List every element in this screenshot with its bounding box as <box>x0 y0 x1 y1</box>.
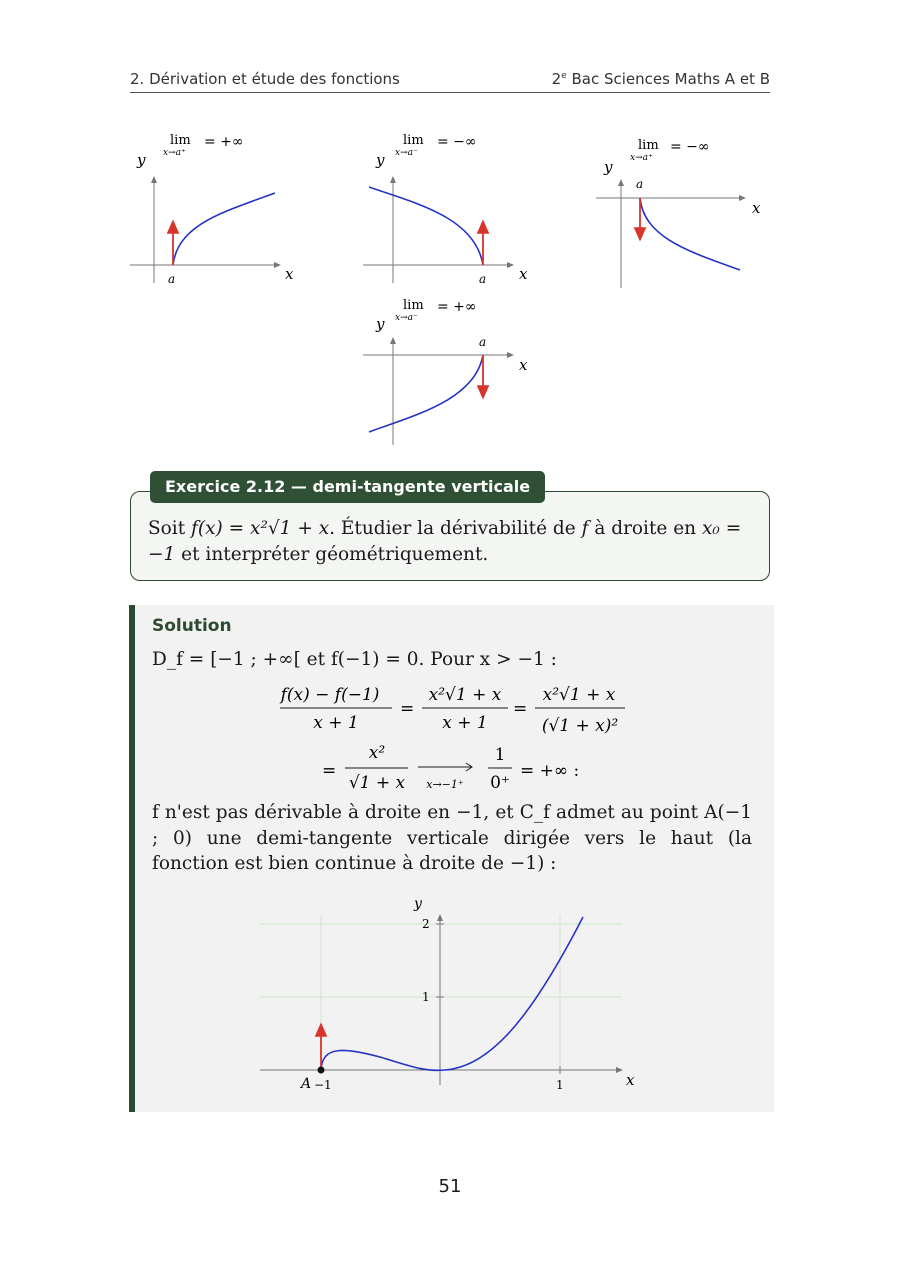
svg-text:f(x) − f(−1): f(x) − f(−1) <box>280 685 380 705</box>
svg-text:=: = <box>513 699 528 719</box>
svg-text:= −∞: = −∞ <box>437 134 477 150</box>
svg-text:= +∞: = +∞ <box>437 299 477 315</box>
svg-text:x→−1⁺: x→−1⁺ <box>426 778 464 791</box>
page-header <box>130 70 770 93</box>
page-number: 51 <box>438 1176 462 1197</box>
svg-text:x²: x² <box>368 743 386 763</box>
y-tick-2: 2 <box>422 917 430 931</box>
svg-text:x + 1: x + 1 <box>442 713 488 733</box>
svg-text:= +∞ :: = +∞ : <box>520 761 580 781</box>
svg-text:0⁺: 0⁺ <box>490 773 510 793</box>
svg-text:=: = <box>400 699 415 719</box>
svg-text:y: y <box>376 151 385 169</box>
svg-text:lim: lim <box>638 138 659 153</box>
graph-lim-left-plus-infinity <box>355 290 555 450</box>
svg-text:x + 1: x + 1 <box>313 713 359 733</box>
graph-lim-right-minus-infinity <box>590 130 780 295</box>
plot-y-label: y <box>414 896 422 912</box>
graph-lim-left-minus-infinity <box>355 125 555 295</box>
book-title: 2e Bac Sciences Maths A et B <box>551 70 770 88</box>
svg-text:=: = <box>322 761 337 781</box>
x-label: x <box>285 265 294 283</box>
svg-text:a: a <box>636 177 644 191</box>
svg-text:x→a⁻: x→a⁻ <box>395 148 418 158</box>
svg-text:1: 1 <box>494 745 506 765</box>
lim-sub: x→a⁺ <box>163 148 186 158</box>
x-tick-minus-1: −1 <box>314 1078 332 1092</box>
svg-text:lim: lim <box>403 298 424 313</box>
y-tick-1: 1 <box>422 990 430 1004</box>
solution-conclusion: f n'est pas dérivable à droite en −1, et C_f admet au point A(−1 ; 0) une demi-tangente verticale dirigée vers le haut (la fonction est bien continue à droite de −1) : <box>152 802 752 874</box>
svg-text:(√1 + x)²: (√1 + x)² <box>541 716 619 736</box>
svg-text:a: a <box>479 335 487 349</box>
solution-title: Solution <box>152 616 232 636</box>
plot-x-label: x <box>626 1071 635 1089</box>
lim-word: lim <box>170 133 191 148</box>
point-A-label: A <box>301 1076 312 1092</box>
solution-domain: D_f = [−1 ; +∞[ et f(−1) = 0. Pour x > −1 : <box>152 649 557 670</box>
y-label: y <box>137 151 146 169</box>
graph-lim-right-plus-infinity <box>120 125 320 295</box>
svg-text:√1 + x: √1 + x <box>348 773 406 793</box>
solution-equations <box>270 676 670 796</box>
svg-text:x: x <box>519 356 528 374</box>
svg-text:= −∞: = −∞ <box>670 139 710 155</box>
svg-text:y: y <box>376 315 385 333</box>
svg-text:a: a <box>479 272 487 286</box>
lim-value: = +∞ <box>204 134 244 150</box>
svg-text:x: x <box>519 265 528 283</box>
chapter-title: 2. Dérivation et étude des fonctions <box>130 70 400 88</box>
svg-text:x: x <box>752 199 761 217</box>
svg-text:x→a⁺: x→a⁺ <box>630 153 653 163</box>
x-tick-1: 1 <box>556 1078 564 1092</box>
function-plot <box>250 890 650 1100</box>
exercise-statement: Soit f(x) = x²√1 + x. Étudier la dérivabilité de f à droite en x₀ = −1 et interpréter géométriquement. <box>148 518 742 565</box>
point-a: a <box>168 272 176 286</box>
svg-text:x²√1 + x: x²√1 + x <box>542 685 616 705</box>
svg-text:x→a⁻: x→a⁻ <box>395 313 418 323</box>
svg-text:lim: lim <box>403 133 424 148</box>
svg-text:x²√1 + x: x²√1 + x <box>428 685 502 705</box>
exercise-title: Exercice 2.12 — demi-tangente verticale <box>150 471 545 503</box>
svg-text:y: y <box>604 158 613 176</box>
